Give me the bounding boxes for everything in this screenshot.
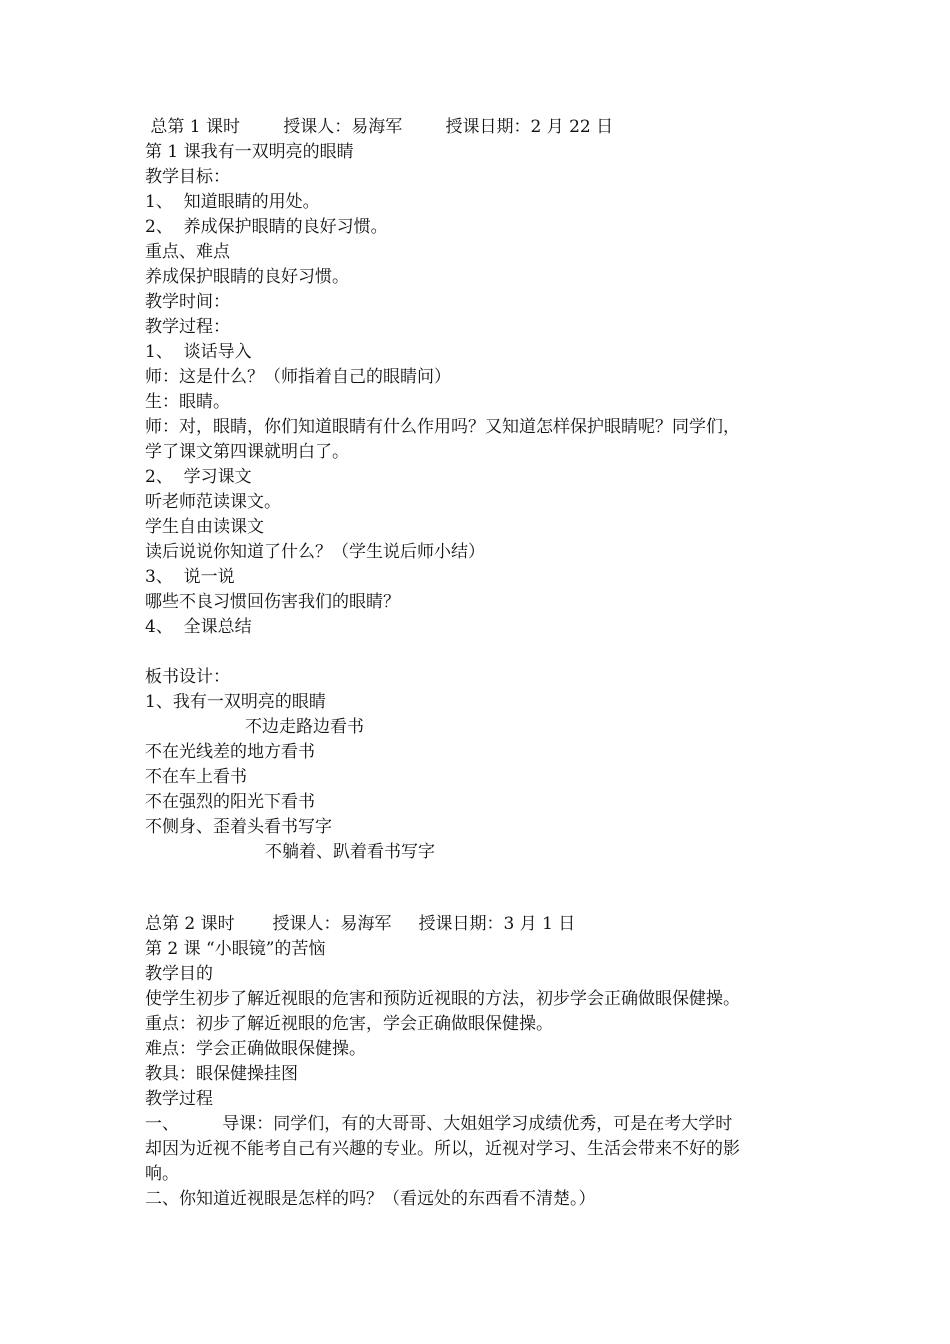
lesson2-difficulty: 难点：学会正确做眼保健操。 <box>145 1039 366 1059</box>
lesson2-process-label: 教学过程 <box>145 1089 213 1109</box>
lesson1-goal-2: 2、 养成保护眼睛的良好习惯。 <box>145 217 388 237</box>
board-item-2: 不在光线差的地方看书 <box>145 742 315 762</box>
lesson1-step-2b: 学生自由读课文 <box>145 517 264 537</box>
lesson1-dialog-3b: 学了课文第四课就明白了。 <box>145 442 349 462</box>
lesson1-dialog-1: 师：这是什么？（师指着自己的眼睛问） <box>145 367 451 387</box>
board-item-1: 不边走路边看书 <box>245 717 364 737</box>
lesson1-keypoints-label: 重点、难点 <box>145 242 230 262</box>
lesson1-step-4: 4、 全课总结 <box>145 617 252 637</box>
lesson2-intro-b: 却因为近视不能考自己有兴趣的专业。所以，近视对学习、生活会带来不好的影 <box>145 1139 740 1159</box>
board-title: 1、我有一双明亮的眼睛 <box>145 692 326 712</box>
lesson1-header: 总第 1 课时 授课人：易海军 授课日期：2 月 22 日 <box>145 117 614 137</box>
lesson2-title: 第 2 课 “小眼镜”的苦恼 <box>145 939 326 959</box>
lesson2-goal: 使学生初步了解近视眼的危害和预防近视眼的方法，初步学会正确做眼保健操。 <box>145 989 740 1009</box>
board-label: 板书设计： <box>145 667 230 687</box>
lesson1-goal-1: 1、 知道眼睛的用处。 <box>145 192 320 212</box>
lesson1-title: 第 1 课我有一双明亮的眼睛 <box>145 142 354 162</box>
lesson2-header: 总第 2 课时 授课人：易海军 授课日期：3 月 1 日 <box>145 914 576 934</box>
lesson1-step-2: 2、 学习课文 <box>145 467 252 487</box>
lesson2-intro-c: 响。 <box>145 1164 179 1184</box>
lesson1-step-3: 3、 说一说 <box>145 567 235 587</box>
lesson1-step-3a: 哪些不良习惯回伤害我们的眼睛？ <box>145 592 400 612</box>
lesson1-dialog-2: 生：眼睛。 <box>145 392 230 412</box>
lesson2-tools: 教具：眼保健操挂图 <box>145 1064 298 1084</box>
board-item-3: 不在车上看书 <box>145 767 247 787</box>
lesson2-goal-label: 教学目的 <box>145 964 213 984</box>
lesson1-process-label: 教学过程： <box>145 317 230 337</box>
board-item-4: 不在强烈的阳光下看书 <box>145 792 315 812</box>
board-item-5: 不侧身、歪着头看书写字 <box>145 817 332 837</box>
lesson1-keypoints: 养成保护眼睛的良好习惯。 <box>145 267 349 287</box>
lesson1-step-2a: 听老师范读课文。 <box>145 492 281 512</box>
lesson1-step-1: 1、 谈话导入 <box>145 342 252 362</box>
lesson1-step-2c: 读后说说你知道了什么？（学生说后师小结） <box>145 542 485 562</box>
lesson2-question-2: 二、你知道近视眼是怎样的吗？（看远处的东西看不清楚。） <box>145 1189 596 1209</box>
lesson1-dialog-3a: 师：对，眼睛，你们知道眼睛有什么作用吗？又知道怎样保护眼睛呢？同学们， <box>145 417 740 437</box>
board-item-6: 不躺着、趴着看书写字 <box>265 842 435 862</box>
lesson2-key: 重点：初步了解近视眼的危害，学会正确做眼保健操。 <box>145 1014 553 1034</box>
lesson1-goals-label: 教学目标： <box>145 167 230 187</box>
lesson2-intro-a: 一、 导课：同学们，有的大哥哥、大姐姐学习成绩优秀，可是在考大学时 <box>145 1114 733 1134</box>
lesson1-time-label: 教学时间： <box>145 292 230 312</box>
